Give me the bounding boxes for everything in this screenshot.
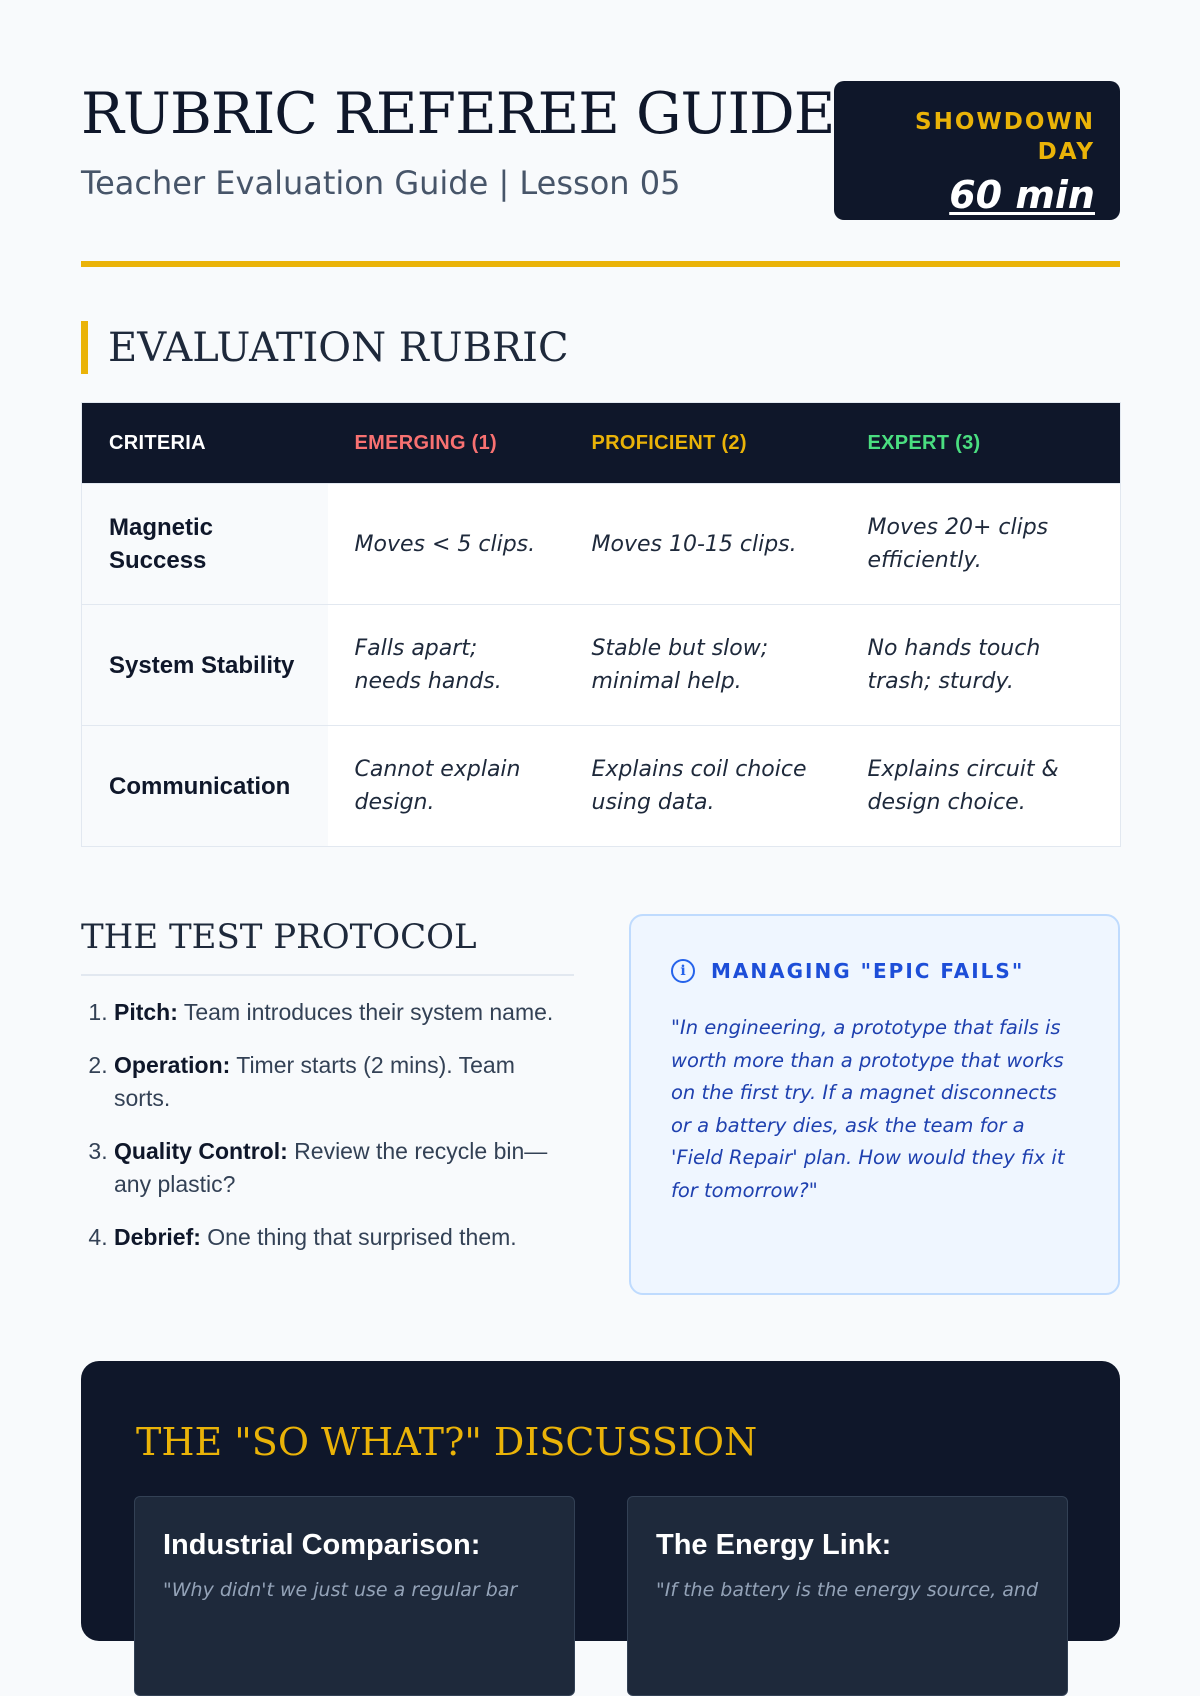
step-label: Quality Control: [114,1138,288,1164]
expert-cell: Explains circuit & design choice. [841,726,1121,847]
column-header-emerging: EMERGING (1) [328,403,565,484]
rubric-section-heading [81,321,569,374]
step-text: One thing that surprised them. [200,1224,517,1250]
step-label: Debrief: [114,1224,201,1250]
page-header [81,0,1120,268]
discussion-card [134,1496,575,1696]
criterion-cell: Communication [82,726,328,847]
proficient-cell: Explains coil choice using data. [565,726,841,847]
duration-badge [834,81,1120,220]
header-divider [81,261,1120,267]
column-header-expert: EXPERT (3) [841,403,1121,484]
info-icon: i [671,959,695,983]
card-text: "If the battery is the energy source, and [656,1579,1039,1601]
section-accent-bar [81,321,88,374]
duration-badge-label: SHOWDOWN DAY [915,109,1095,165]
proficient-cell: Stable but slow; minimal help. [565,605,841,726]
test-protocol-section [81,912,574,1274]
expert-cell: No hands touch trash; sturdy. [841,605,1121,726]
page-subtitle: Teacher Evaluation Guide | Lesson 05 [81,164,681,202]
column-header-proficient: PROFICIENT (2) [565,403,841,484]
step-text: Team introduces their system name. [177,999,554,1025]
table-row [82,484,1121,605]
list-item [114,1135,574,1201]
step-text: Review the recycle bin—any plastic? [114,1138,548,1197]
card-title: The Energy Link: [656,1529,892,1561]
step-label: Operation: [114,1052,231,1078]
table-row [82,726,1121,847]
protocol-steps-list [81,996,574,1254]
page-title: RUBRIC REFEREE GUIDE [81,81,835,147]
callout-header [671,956,1078,986]
evaluation-rubric-table [81,402,1121,847]
emerging-cell: Moves < 5 clips. [328,484,565,605]
discussion-title: THE "SO WHAT?" DISCUSSION [136,1420,758,1464]
criterion-cell: System Stability [82,605,328,726]
card-title: Industrial Comparison: [163,1529,481,1561]
rubric-header-row [82,403,1121,484]
discussion-card [627,1496,1068,1696]
step-label: Pitch: [114,999,178,1025]
lesson-guide-page [81,0,1120,1601]
list-item [114,996,574,1029]
callout-body: "In engineering, a prototype that fails is worth more than a prototype that works on the first try. If a magnet disconnects or a battery dies, ask the team for a 'Field Repair' plan. How would they fix it for tomorrow?" [671,1016,1065,1202]
callout-title: MANAGING "EPIC FAILS" [711,959,1025,983]
proficient-cell: Moves 10-15 clips. [565,484,841,605]
rubric-section-title: EVALUATION RUBRIC [108,324,569,371]
emerging-cell: Cannot explain design. [328,726,565,847]
criterion-cell: Magnetic Success [82,484,328,605]
emerging-cell: Falls apart; needs hands. [328,605,565,726]
list-item [114,1049,574,1115]
duration-badge-value: 60 min [949,173,1095,217]
list-item [114,1221,574,1254]
epic-fails-callout [629,914,1120,1295]
expert-cell: Moves 20+ clips efficiently. [841,484,1121,605]
protocol-title: THE TEST PROTOCOL [81,912,574,976]
so-what-discussion-panel [81,1361,1120,1641]
column-header-criteria: CRITERIA [82,403,328,484]
card-text: "Why didn't we just use a regular bar [163,1579,518,1601]
table-row [82,605,1121,726]
step-text: Timer starts (2 mins). Team sorts. [114,1052,515,1111]
